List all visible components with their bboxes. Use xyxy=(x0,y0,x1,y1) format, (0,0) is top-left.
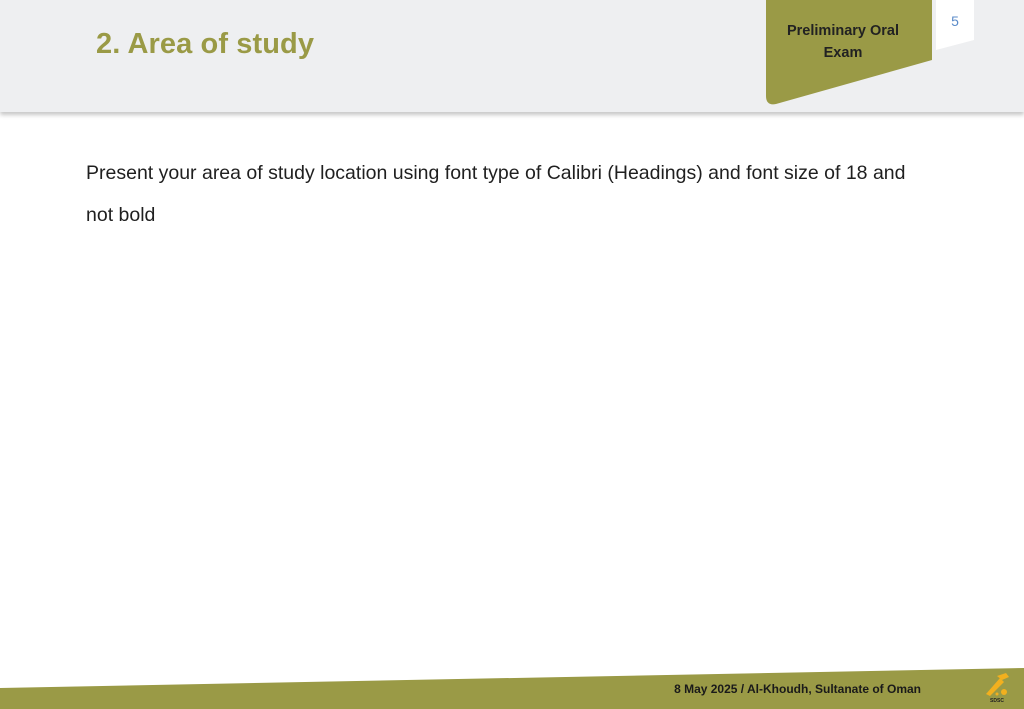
logo-caption: SDSC xyxy=(990,698,1004,704)
slide-title: 2. Area of study xyxy=(96,28,315,60)
footer-date-location: 8 May 2025 / Al-Khoudh, Sultanate of Oman xyxy=(674,682,921,696)
exam-label: Preliminary Oral Exam xyxy=(786,23,900,61)
page-number: 5 xyxy=(951,13,959,29)
body-text: Present your area of study location using font type of Calibri (Headings) and font size of 18 and not bold xyxy=(86,162,906,226)
